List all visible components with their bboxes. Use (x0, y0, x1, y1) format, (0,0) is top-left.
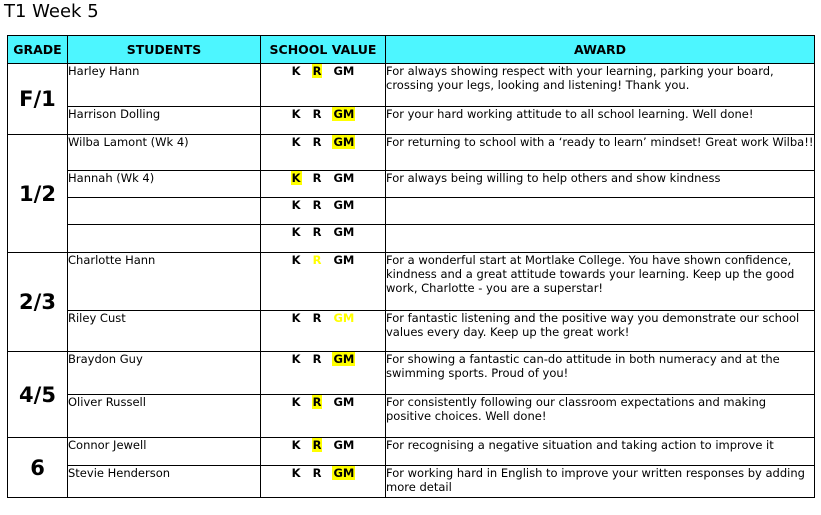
grade-header: GRADE (8, 36, 68, 64)
school-value-cell (261, 107, 386, 135)
value-k: K (291, 352, 301, 366)
table-row (8, 395, 815, 438)
table-row (8, 352, 815, 395)
value-k: K (291, 438, 301, 452)
school-value-cell (261, 395, 386, 438)
student-name: Oliver Russell (68, 395, 261, 438)
value-r: R (312, 253, 322, 267)
school-value-cell (261, 225, 386, 253)
student-name: Charlotte Hann (68, 253, 261, 311)
award-text: For consistently following our classroom expectations and making positive choices. Well done! (386, 395, 815, 438)
value-gm: GM (333, 395, 355, 409)
table-row (8, 171, 815, 198)
student-name: Braydon Guy (68, 352, 261, 395)
value-r: R (312, 107, 322, 121)
value-gm: GM (333, 135, 355, 149)
school-value-cell (261, 64, 386, 107)
grade-cell: 1/2 (8, 135, 68, 253)
value-gm: GM (333, 171, 355, 185)
award-text: For showing a fantastic can-do attitude in both numeracy and at the swimming sports. Proud of you! (386, 352, 815, 395)
table-row (8, 253, 815, 311)
awards-table (7, 35, 815, 498)
value-gm: GM (333, 64, 355, 78)
student-name: Wilba Lamont (Wk 4) (68, 135, 261, 171)
value-gm: GM (333, 352, 355, 366)
school-value-cell (261, 438, 386, 466)
grade-cell: 2/3 (8, 253, 68, 352)
value-r: R (312, 198, 322, 212)
students-header: STUDENTS (68, 36, 261, 64)
value-k: K (291, 311, 301, 325)
award-text (386, 225, 815, 253)
award-text: For a wonderful start at Mortlake College. You have shown confidence, kindness and a great attitude towards your learning. Keep up the good work, Charlotte - you are a superstar! (386, 253, 815, 311)
student-name: Hannah (Wk 4) (68, 171, 261, 198)
grade-cell: 4/5 (8, 352, 68, 438)
student-name: Stevie Henderson (68, 466, 261, 498)
school-value-cell (261, 466, 386, 498)
value-r: R (312, 311, 322, 325)
grade-cell: F/1 (8, 64, 68, 135)
award-text: For returning to school with a ‘ready to learn’ mindset! Great work Wilba!! (386, 135, 815, 171)
value-gm: GM (333, 311, 355, 325)
value-k: K (291, 225, 301, 239)
table-row (8, 466, 815, 498)
value-r: R (312, 466, 322, 480)
value-r: R (312, 64, 322, 78)
table-row (8, 311, 815, 352)
value-gm: GM (333, 253, 355, 267)
school-value-cell (261, 352, 386, 395)
school-value-cell (261, 311, 386, 352)
school-value-header: SCHOOL VALUE (261, 36, 386, 64)
table-row (8, 438, 815, 466)
value-r: R (312, 171, 322, 185)
student-name (68, 225, 261, 253)
table-row (8, 198, 815, 225)
header-row (8, 36, 815, 64)
value-k: K (291, 395, 301, 409)
value-k: K (291, 253, 301, 267)
table-row (8, 135, 815, 171)
value-r: R (312, 395, 322, 409)
value-gm: GM (333, 107, 355, 121)
value-r: R (312, 135, 322, 149)
school-value-cell (261, 253, 386, 311)
student-name: Harrison Dolling (68, 107, 261, 135)
value-k: K (291, 198, 301, 212)
school-value-cell (261, 198, 386, 225)
award-text: For always showing respect with your learning, parking your board, crossing your legs, looking and listening! Thank you. (386, 64, 815, 107)
value-k: K (291, 135, 301, 149)
award-text (386, 198, 815, 225)
value-gm: GM (333, 198, 355, 212)
school-value-cell (261, 135, 386, 171)
grade-cell: 6 (8, 438, 68, 498)
student-name: Harley Hann (68, 64, 261, 107)
student-name: Riley Cust (68, 311, 261, 352)
value-r: R (312, 352, 322, 366)
student-name: Connor Jewell (68, 438, 261, 466)
award-header: AWARD (386, 36, 815, 64)
table-row (8, 225, 815, 253)
award-text: For your hard working attitude to all school learning. Well done! (386, 107, 815, 135)
school-value-cell (261, 171, 386, 198)
value-k: K (291, 171, 301, 185)
award-body (8, 64, 815, 498)
table-row (8, 107, 815, 135)
award-text: For working hard in English to improve your written responses by adding more detail (386, 466, 815, 498)
award-text: For recognising a negative situation and taking action to improve it (386, 438, 815, 466)
table-row (8, 64, 815, 107)
value-gm: GM (333, 225, 355, 239)
value-k: K (291, 64, 301, 78)
value-r: R (312, 225, 322, 239)
value-k: K (291, 466, 301, 480)
award-text: For always being willing to help others and show kindness (386, 171, 815, 198)
value-r: R (312, 438, 322, 452)
page-title: T1 Week 5 (4, 1, 99, 22)
value-gm: GM (333, 438, 355, 452)
student-name (68, 198, 261, 225)
award-text: For fantastic listening and the positive way you demonstrate our school values every day. Keep up the great work! (386, 311, 815, 352)
value-k: K (291, 107, 301, 121)
value-gm: GM (333, 466, 355, 480)
